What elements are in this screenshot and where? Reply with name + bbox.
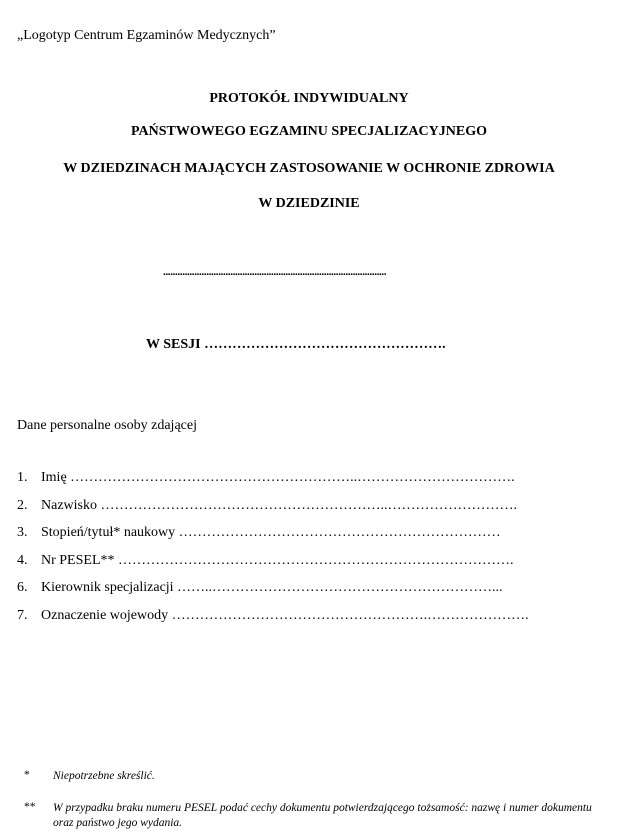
footnote-mark: ** [24, 801, 36, 813]
personal-data-list [17, 470, 529, 636]
footnote-1 [24, 769, 613, 784]
field-number: 2. [17, 497, 28, 513]
field-first-name [17, 470, 529, 498]
footnote-2 [24, 801, 613, 831]
field-voivode-designation [17, 608, 529, 636]
field-number: 6. [17, 580, 28, 596]
field-last-name [17, 498, 529, 526]
field-number: 1. [17, 470, 28, 485]
title-line-2: PAŃSTWOWEGO EGZAMINU SPECJALIZACYJNEGO [130, 124, 487, 139]
field-academic-title [17, 525, 529, 553]
personal-data-heading: Dane personalne osoby zdającej [17, 418, 197, 433]
field-number: 3. [17, 525, 28, 541]
footnote-text: W przypadku braku numeru PESEL podać cechy dokumentu potwierdzającego tożsamość: nazwę i numer dokumentu oraz państwo jego wydania. [53, 802, 592, 829]
title-line-1: PROTOKÓŁ INDYWIDUALNY [209, 91, 409, 106]
logo-placeholder: „Logotyp Centrum Egzaminów Medycznych” [17, 28, 276, 43]
domain-dotted-line: ............................................................................................. [163, 266, 387, 278]
field-pesel [17, 553, 529, 581]
field-number: 4. [17, 552, 28, 568]
field-label: Nazwisko ……………………………………………………..………………………. [41, 497, 517, 513]
title-line-4: W DZIEDZINIE [258, 196, 360, 211]
session-line: W SESJI ……………………………………………. [146, 337, 446, 352]
field-label: Oznaczenie wojewody ……………………………………………….…………………. [41, 607, 529, 623]
footnote-text: Niepotrzebne skreślić. [53, 770, 155, 782]
footnote-mark: * [24, 769, 30, 781]
field-label: Nr PESEL** …………………………………………………………………………. [41, 552, 514, 568]
field-label: Stopień/tytuł* naukowy …………………………………………………………… [41, 525, 501, 541]
field-number: 7. [17, 607, 28, 623]
field-label: Kierownik specjalizacji ……..……………………………………………………... [41, 580, 503, 596]
field-label: Imię ……………………………………………………..……………………………. [41, 470, 515, 485]
title-line-3: W DZIEDZINACH MAJĄCYCH ZASTOSOWANIE W OCHRONIE ZDROWIA [63, 161, 555, 176]
field-specialization-supervisor [17, 580, 529, 608]
